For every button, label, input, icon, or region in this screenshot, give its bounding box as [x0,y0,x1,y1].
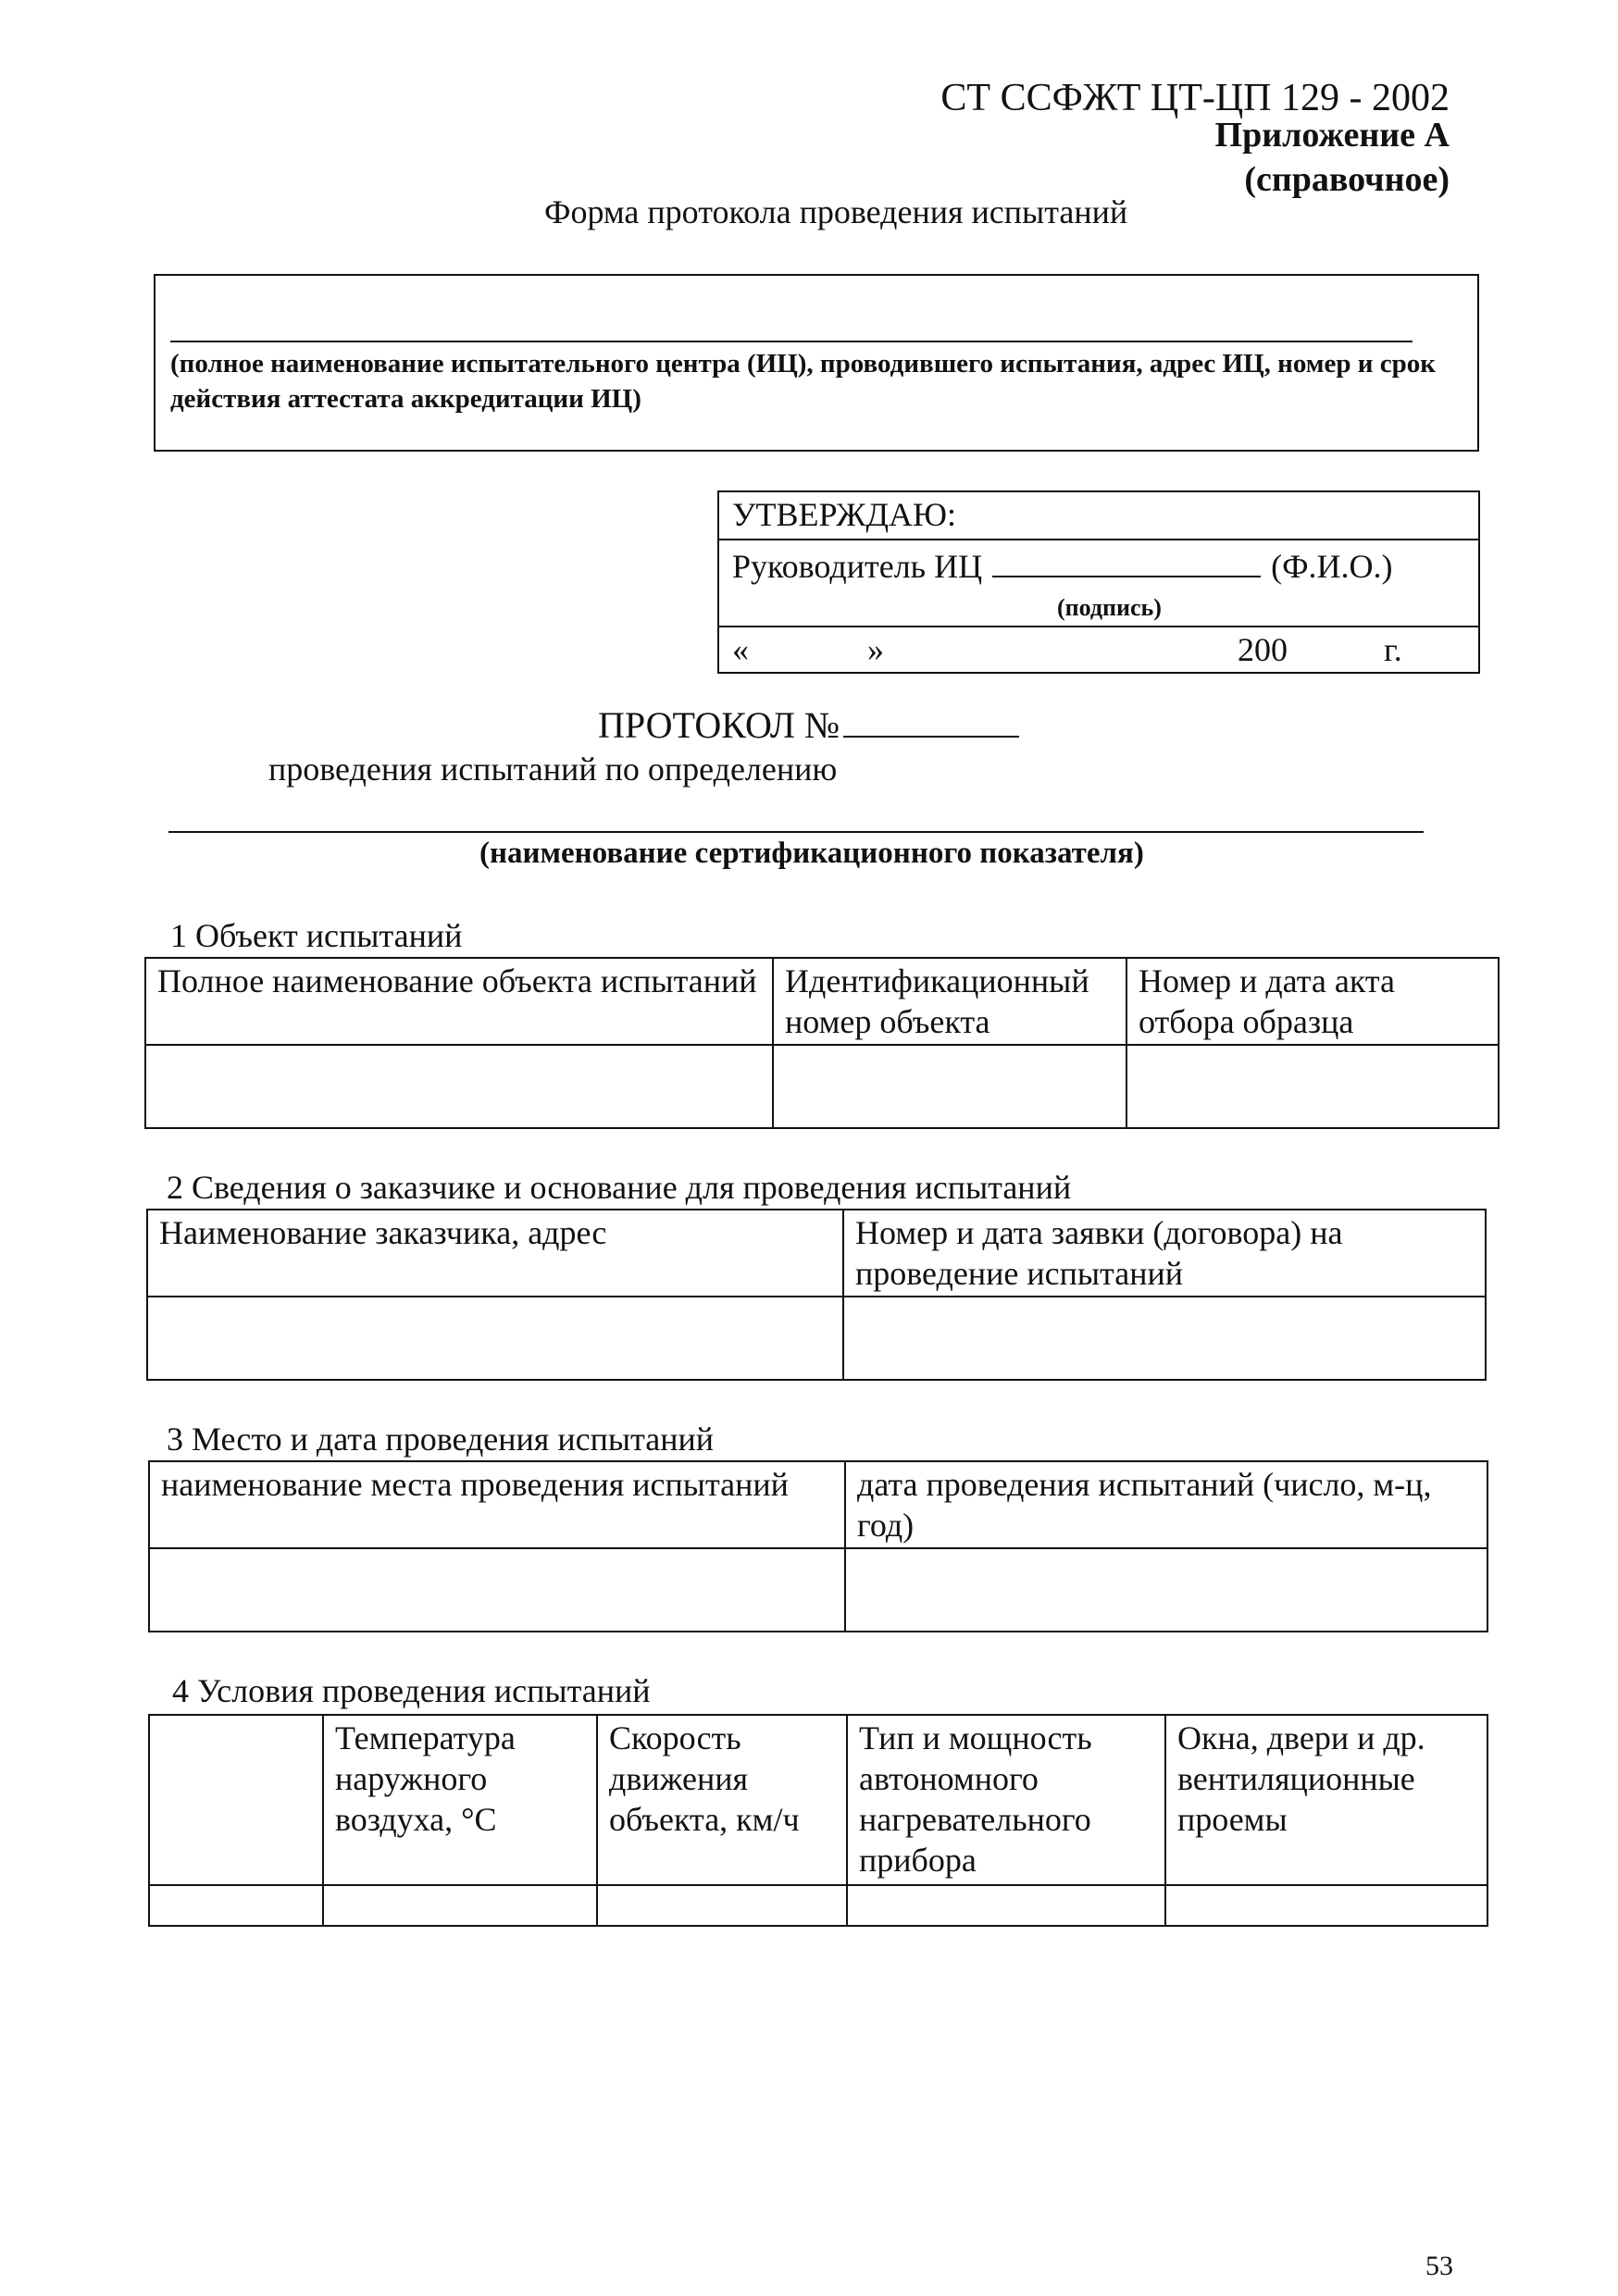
section4-col-temperature: Температура наружного воздуха, °С [323,1715,597,1885]
section4-col-heater: Тип и мощность автономного нагревательного прибора [847,1715,1165,1885]
protocol-subtitle: проведения испытаний по определению [268,751,838,788]
date-open-quote: « [732,631,749,668]
section3-col-date: дата проведения испытаний (число, м-ц, год) [845,1461,1487,1548]
section1-title: 1 Объект испытаний [170,917,463,954]
section4-col-speed: Скорость движения объекта, км/ч [597,1715,847,1885]
section1-cell-act[interactable] [1126,1045,1499,1128]
testing-center-fill-line [170,341,1413,342]
date-close-quote: » [867,631,884,668]
section2-cell-customer[interactable] [147,1297,843,1380]
section2-table [146,1209,1487,1381]
indicator-fill-line [168,831,1424,833]
section4-table [148,1714,1488,1927]
section1-cell-name[interactable] [145,1045,773,1128]
section4-cell-temperature[interactable] [323,1885,597,1926]
section2-title: 2 Сведения о заказчике и основание для проведения испытаний [167,1169,1072,1206]
section3-cell-place[interactable] [149,1548,845,1632]
section2-col-customer: Наименование заказчика, адрес [147,1210,843,1297]
section3-col-place: наименование места проведения испытаний [149,1461,845,1548]
section3-cell-date[interactable] [845,1548,1487,1632]
section2-cell-request[interactable] [843,1297,1486,1380]
appendix-label [1215,113,1450,202]
section4-cell-speed[interactable] [597,1885,847,1926]
head-label: Руководитель ИЦ [732,548,983,585]
year-prefix: 200 [1238,631,1288,668]
section1-col-act: Номер и дата акта отбора образца [1126,958,1499,1045]
protocol-title [598,703,1019,747]
section4-cell-openings[interactable] [1165,1885,1487,1926]
form-title: Форма протокола проведения испытаний [544,193,1128,230]
indicator-caption: (наименование сертификационного показателя) [479,837,1144,870]
fio-label: (Ф.И.О.) [1271,548,1393,585]
year-suffix: г. [1384,631,1402,668]
approval-block [717,490,1480,674]
section1-col-id: Идентификационный номер объекта [773,958,1126,1045]
appendix-type: (справочное) [1244,160,1450,199]
section1-cell-id[interactable] [773,1045,1126,1128]
section4-col-blank [149,1715,323,1885]
section3-title: 3 Место и дата проведения испытаний [167,1421,715,1458]
section4-col-openings: Окна, двери и др. вентиляционные проемы [1165,1715,1487,1885]
section4-cell-heater[interactable] [847,1885,1165,1926]
protocol-title-text: ПРОТОКОЛ № [598,704,840,746]
section4-cell-blank[interactable] [149,1885,323,1926]
approval-title: УТВЕРЖДАЮ: [718,491,1479,540]
section4-title: 4 Условия проведения испытаний [172,1672,651,1709]
protocol-number-blank [843,706,1019,738]
testing-center-caption: (полное наименование испытательного центра (ИЦ), проводившего испытания, адрес ИЦ, номер и срок действия аттестата аккредитации ИЦ) [170,349,1436,414]
page-number: 53 [1425,2251,1453,2281]
testing-center-box [154,274,1479,452]
section1-table [144,957,1500,1129]
approval-head-row [718,540,1479,627]
approval-date-row [718,627,1479,673]
signature-blank [992,548,1261,577]
standard-code: СТ ССФЖТ ЦТ-ЦП 129 - 2002 [940,77,1450,119]
section3-table [148,1460,1488,1632]
signature-caption: (подпись) [1057,594,1162,621]
section2-col-request: Номер и дата заявки (договора) на проведение испытаний [843,1210,1486,1297]
appendix-title: Приложение А [1214,116,1450,155]
section1-col-name: Полное наименование объекта испытаний [145,958,773,1045]
